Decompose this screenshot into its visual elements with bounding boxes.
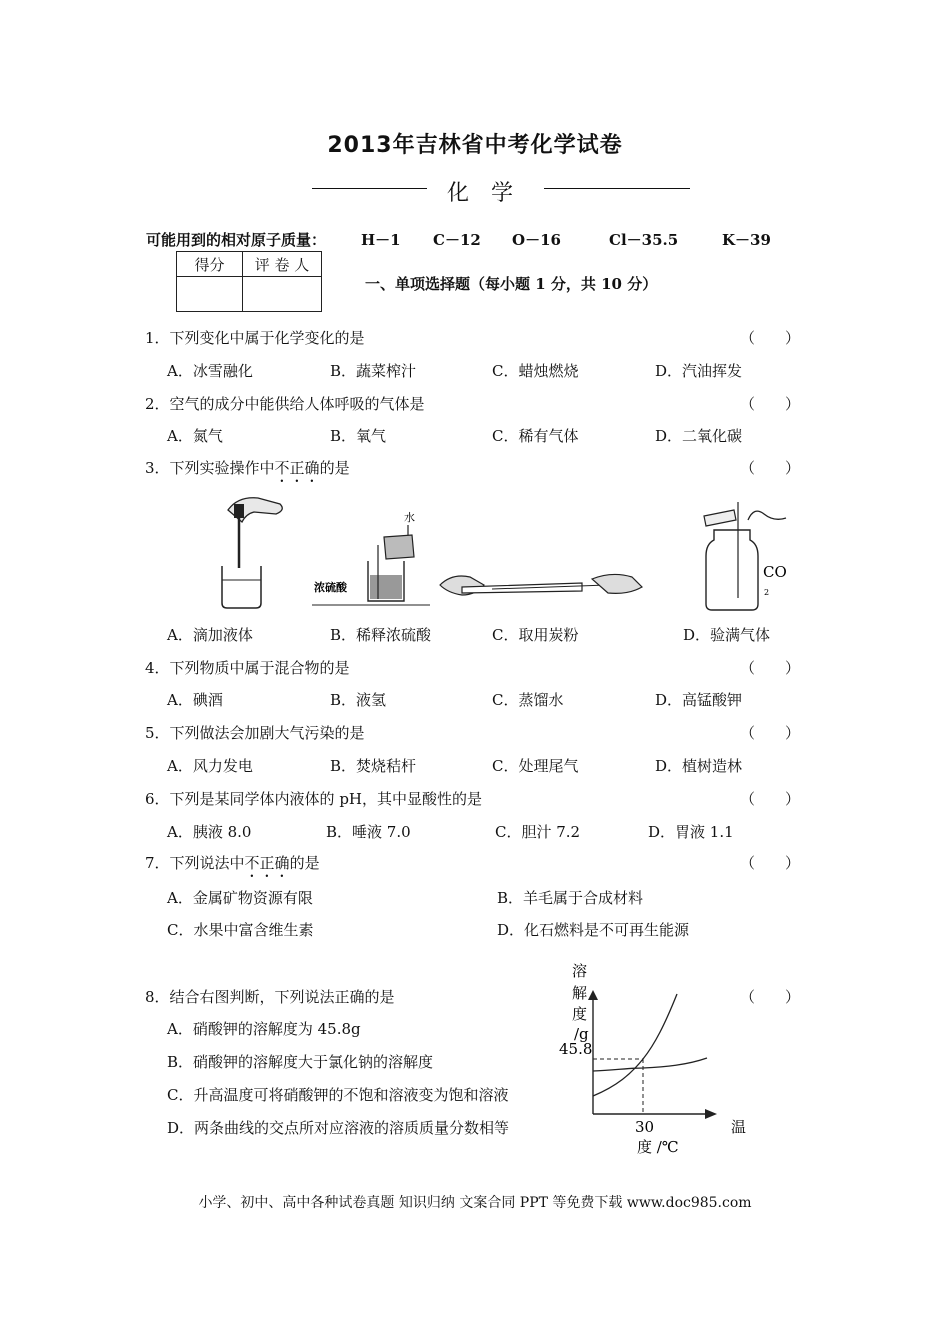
atomic-mass-label: 可能用到的相对原子质量：	[146, 231, 327, 249]
question-5-answer[interactable]: （ ）	[740, 724, 801, 742]
question-3-option-c: C．取用炭粉	[492, 626, 579, 644]
question-3-option-d: D．验满气体	[683, 626, 771, 644]
water-label: 水	[404, 511, 415, 524]
question-1-answer[interactable]: （ ）	[740, 329, 801, 347]
beaker-icon	[222, 566, 261, 608]
question-6-answer[interactable]: （ ）	[740, 790, 801, 808]
question-2-option-a: A．氮气	[167, 427, 223, 445]
x-label-part-1: 温	[731, 1118, 747, 1136]
question-5-option-b: B．焚烧秸杆	[330, 757, 417, 775]
y-label-line-2: 解	[572, 984, 588, 1002]
page-footer: 小学、初中、高中各种试卷真题 知识归纳 文案合同 PPT 等免费下载 www.doc985.com	[198, 1195, 752, 1211]
question-4-option-c: C．蒸馏水	[492, 691, 564, 709]
question-6-stem: 6．下列是某同学体内液体的 pH，其中显酸性的是	[145, 790, 482, 808]
question-7-answer[interactable]: （ ）	[740, 854, 801, 872]
kno3-curve	[593, 994, 677, 1096]
subject-text: 化学	[447, 181, 536, 206]
y-label-line-4: /g	[574, 1025, 589, 1043]
grader-header: 评 卷 人	[243, 252, 322, 277]
co2-label: CO	[763, 563, 787, 581]
question-5-option-a: A．风力发电	[167, 757, 253, 775]
score-cell[interactable]	[177, 277, 243, 312]
atomic-mass-c: C－12	[433, 231, 481, 249]
subject-heading	[312, 176, 690, 206]
question-4-answer[interactable]: （ ）	[740, 659, 801, 677]
question-6-option-a: A．胰液 8.0	[167, 823, 252, 841]
nacl-curve	[593, 1058, 707, 1071]
right-rule	[544, 188, 690, 189]
question-1-option-c: C．蜡烛燃烧	[492, 362, 579, 380]
question-3-stem	[145, 457, 350, 486]
atomic-mass-h: H－1	[361, 231, 401, 249]
co2-subscript: 2	[764, 588, 770, 597]
question-2-stem: 2．空气的成分中能供给人体呼吸的气体是	[145, 395, 425, 413]
x-axis-arrow-icon	[705, 1109, 717, 1119]
question-2-answer[interactable]: （ ）	[740, 395, 801, 413]
question-4-option-b: B．液氢	[330, 691, 387, 709]
y-label-line-3: 度	[572, 1005, 588, 1023]
question-3-emphasis: 不正确	[274, 459, 320, 477]
atomic-mass-k: K－39	[722, 231, 771, 249]
question-7-option-d: D．化石燃料是不可再生能源	[497, 921, 690, 939]
question-2-option-d: D．二氧化碳	[655, 427, 743, 445]
score-header: 得分	[177, 252, 243, 277]
question-3-option-a: A．滴加液体	[167, 626, 253, 644]
question-8-stem: 8．结合右图判断，下列说法正确的是	[145, 988, 395, 1006]
dropper-bulb-icon	[234, 504, 244, 518]
question-1-option-a: A．冰雪融化	[167, 362, 253, 380]
score-table	[176, 251, 322, 312]
question-8-option-a: A．硝酸钾的溶解度为 45.8g	[167, 1020, 361, 1038]
question-4-stem: 4．下列物质中属于混合物的是	[145, 659, 350, 677]
question-1-option-d: D．汽油挥发	[655, 362, 743, 380]
question-5-option-c: C．处理尾气	[492, 757, 579, 775]
question-4-option-a: A．碘酒	[167, 691, 223, 709]
y-label-line-1: 溶	[572, 962, 588, 980]
y-axis-arrow-icon	[588, 990, 598, 1000]
question-3-stem-post: 的是	[319, 459, 350, 477]
take-powder-figure	[432, 565, 647, 615]
question-7-stem-post: 的是	[289, 854, 320, 872]
grader-cell[interactable]	[243, 277, 322, 312]
question-1-option-b: B．蔬菜榨汁	[330, 362, 417, 380]
dilute-acid-figure	[312, 505, 432, 610]
left-rule	[312, 188, 427, 189]
question-4-option-d: D．高锰酸钾	[655, 691, 743, 709]
acid-liquid-icon	[370, 575, 402, 599]
question-2-option-b: B．氧气	[330, 427, 387, 445]
question-5-stem: 5．下列做法会加剧大气污染的是	[145, 724, 365, 742]
y-tick-label: 45.8	[559, 1040, 593, 1058]
section-heading: 一、单项选择题（每小题 1 分，共 10 分）	[365, 275, 658, 293]
gas-check-figure	[690, 500, 800, 615]
question-3-option-b: B．稀释浓硫酸	[330, 626, 432, 644]
question-3-stem-pre: 3．下列实验操作中	[145, 459, 275, 477]
x-tick-label: 30	[635, 1118, 655, 1136]
x-label-part-2: 度 /℃	[637, 1138, 679, 1156]
pouring-beaker-icon	[384, 535, 414, 559]
question-6-option-c: C．胆汁 7.2	[495, 823, 581, 841]
question-7-stem-pre: 7．下列说法中	[145, 854, 245, 872]
question-7-option-b: B．羊毛属于合成材料	[497, 889, 644, 907]
atomic-mass-cl: Cl－35.5	[609, 231, 679, 249]
right-hand-icon	[592, 574, 642, 593]
question-8-answer[interactable]: （ ）	[740, 988, 801, 1006]
acid-label: 浓硫酸	[314, 581, 347, 594]
question-1-stem: 1．下列变化中属于化学变化的是	[145, 329, 365, 347]
question-3-answer[interactable]: （ ）	[740, 459, 801, 477]
question-8-option-c: C．升高温度可将硝酸钾的不饱和溶液变为饱和溶液	[167, 1086, 509, 1104]
question-2-option-c: C．稀有气体	[492, 427, 579, 445]
question-6-option-d: D．胃液 1.1	[648, 823, 734, 841]
question-6-option-b: B．唾液 7.0	[326, 823, 411, 841]
glass-plate-icon	[704, 510, 736, 526]
question-8-option-b: B．硝酸钾的溶解度大于氯化钠的溶解度	[167, 1053, 434, 1071]
question-7-stem	[145, 852, 320, 881]
dropper-figure	[210, 488, 290, 613]
atomic-mass-o: O－16	[512, 231, 561, 249]
solubility-graph	[555, 958, 765, 1158]
gas-bottle-icon	[706, 530, 758, 610]
question-7-option-c: C．水果中富含维生素	[167, 921, 314, 939]
burning-stick-icon	[748, 511, 786, 520]
question-7-emphasis: 不正确	[244, 854, 290, 872]
page-title: 2013年吉林省中考化学试卷	[327, 133, 623, 158]
question-8-option-d: D．两条曲线的交点所对应溶液的溶质质量分数相等	[167, 1119, 510, 1137]
question-7-option-a: A．金属矿物资源有限	[167, 889, 313, 907]
question-5-option-d: D．植树造林	[655, 757, 743, 775]
